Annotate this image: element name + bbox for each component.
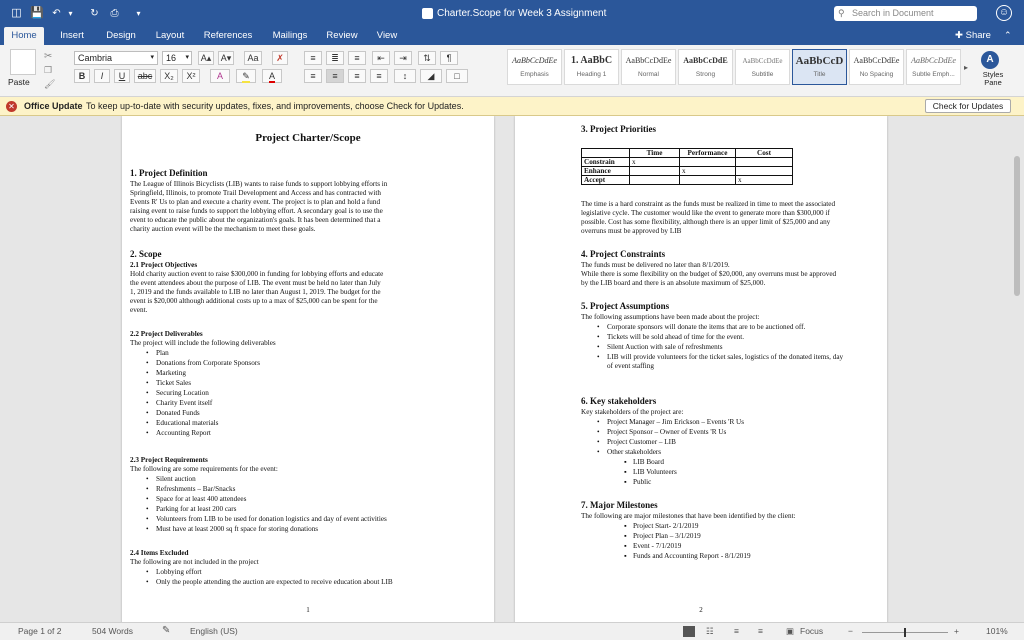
zoom-slider-thumb[interactable]	[904, 628, 906, 637]
text-line: Hold charity auction event to raise $300,000 in funding for lobbying efforts and educate	[130, 270, 384, 278]
text-line: 1, 2019 and the funds available to LIB no later than August 1, 2019. The budget for the	[130, 288, 381, 296]
table-cell: x	[680, 167, 736, 176]
zoom-out-icon[interactable]: −	[848, 626, 853, 636]
table-cell	[736, 158, 793, 167]
share-button[interactable]	[955, 30, 991, 41]
style-name: Strong	[695, 71, 716, 78]
bold-button[interactable]: B	[74, 69, 90, 83]
align-right-button[interactable]: ≡	[348, 69, 366, 83]
heading-project-constraints: 4. Project Constraints	[581, 249, 666, 259]
text-line: While there is some flexibility on the budget of $20,000, any overruns must be approved	[581, 270, 837, 278]
list-item: ▪ Event - 7/1/2019	[633, 542, 681, 551]
list-item: ▪ Project Plan – 3/1/2019	[633, 532, 701, 541]
style-preview: AaBbCcD	[795, 55, 844, 67]
heading-key-stakeholders: 6. Key stakeholders	[581, 396, 657, 406]
list-item: • Only the people attending the auction are expected to receive education about LIB	[156, 578, 393, 587]
list-item: • Volunteers from LIB to be used for donation logistics and day of event activities	[156, 515, 387, 524]
table-cell: Constrain	[582, 158, 630, 167]
style-name: Subtitle	[751, 71, 774, 78]
text-line: overruns must be approved by LIB	[581, 227, 682, 235]
style-name: Emphasis	[520, 71, 549, 78]
check-for-updates-button[interactable]: Check for Updates	[925, 99, 1011, 113]
document-area	[0, 116, 1024, 622]
word-doc-icon	[422, 8, 433, 19]
strikethrough-button[interactable]: abc	[134, 69, 156, 83]
style-name: Heading 1	[576, 71, 607, 78]
font-color-button[interactable]: A	[262, 69, 282, 83]
word-count[interactable]: 504 Words	[92, 626, 133, 636]
heading-scope: 2. Scope	[130, 249, 162, 259]
list-item: • Charity Event itself	[156, 399, 212, 408]
text-line: The time is a hard constraint as the funds must be realized in time to meet the associated	[581, 200, 836, 208]
page-2[interactable]	[515, 116, 887, 622]
text-line: Springfield, Illinois, to promote Trail Development and Access and has contracted with	[130, 189, 381, 197]
cut-icon[interactable]: ✂	[44, 51, 53, 62]
save-icon[interactable]: 💾	[30, 7, 44, 19]
style-preview: AaBbCcDdE	[683, 56, 728, 65]
proofing-icon[interactable]: ✎	[162, 625, 171, 636]
text-line: Events R' Us to plan and execute a charity event. The project is to plan and hold a fund	[130, 198, 381, 206]
list-item: ▪ LIB Board	[633, 458, 664, 467]
text-line: The following are major milestones that have been identified by the client:	[581, 512, 796, 520]
zoom-level[interactable]: 101%	[986, 626, 1008, 636]
list-item: • Must have at least 2000 sq ft space for storing donations	[156, 525, 318, 534]
table-cell: x	[736, 176, 793, 185]
sidebar-toggle-icon[interactable]: ◫	[11, 7, 22, 19]
text-line: the event attendees about the purpose of LIB. The event must be held no later than July	[130, 279, 381, 287]
style-name: Subtle Emph...	[912, 71, 955, 78]
notice-title: Office Update	[24, 101, 83, 111]
style-normal[interactable]	[621, 49, 676, 85]
numbering-button[interactable]: ≣	[326, 51, 344, 65]
style-heading-1[interactable]	[564, 49, 619, 85]
text-line: Key stakeholders of the project are:	[581, 408, 684, 416]
heading-major-milestones: 7. Major Milestones	[581, 500, 658, 510]
focus-icon[interactable]: ▣	[786, 626, 795, 636]
office-update-bar	[0, 97, 1024, 116]
justify-button[interactable]: ≡	[370, 69, 388, 83]
list-item: • Project Manager – Jim Erickson – Events 'R Us	[607, 418, 744, 427]
style-no-spacing[interactable]	[849, 49, 904, 85]
shrink-font-button[interactable]: A▾	[218, 51, 234, 65]
table-header: Performance	[680, 149, 736, 158]
font-size-value: 16	[166, 53, 177, 63]
text-line: The following are not included in the project	[130, 558, 259, 566]
document-title: Project Charter/Scope	[255, 132, 361, 144]
table-cell	[680, 176, 736, 185]
style-preview: AaBbCcDdEe	[625, 56, 672, 65]
style-strong[interactable]	[678, 49, 733, 85]
line-spacing-button[interactable]: ↕	[394, 69, 416, 83]
heading-project-definition: 1. Project Definition	[130, 168, 208, 178]
decrease-indent-button[interactable]: ⇤	[372, 51, 390, 65]
copy-icon[interactable]: ❐	[44, 65, 53, 75]
list-item: ▪ Funds and Accounting Report - 8/1/2019	[633, 552, 751, 561]
table-row	[582, 149, 793, 158]
style-name: No Spacing	[859, 71, 894, 78]
sort-button[interactable]: ⇅	[418, 51, 436, 65]
redo-icon[interactable]: ↻	[90, 8, 99, 19]
list-item: • Accounting Report	[156, 429, 211, 438]
list-item: • Silent Auction with sale of refreshments	[607, 343, 723, 352]
outline-view-icon[interactable]: ≡	[734, 626, 739, 636]
table-header: Time	[630, 149, 680, 158]
collapse-ribbon-icon[interactable]: ⌃	[1004, 30, 1012, 40]
list-item: • Plan	[156, 349, 169, 358]
list-item: • Tickets will be sold ahead of time for the event.	[607, 333, 744, 342]
tab-view[interactable]: View	[376, 30, 398, 41]
page-1[interactable]	[122, 116, 494, 622]
bullets-button[interactable]: ≡	[304, 51, 322, 65]
font-name-select[interactable]: Cambria ▾	[74, 51, 158, 65]
superscript-button[interactable]: X²	[182, 69, 200, 83]
list-item: • Corporate sponsors will donate the items that are to be auctioned off.	[607, 323, 805, 332]
table-cell	[630, 176, 680, 185]
font-name-value: Cambria	[78, 53, 113, 63]
list-item: • Other stakeholders	[607, 448, 661, 457]
table-cell: x	[630, 158, 680, 167]
style-preview: AaBbCcDdEe	[512, 56, 557, 65]
multilevel-list-button[interactable]: ≡	[348, 51, 366, 65]
font-size-select[interactable]: 16 ▾	[162, 51, 192, 65]
text-line: The funds must be delivered no later than 8/1/2019.	[581, 261, 730, 269]
list-item: • Lobbying effort	[156, 568, 202, 577]
list-item: • LIB will provide volunteers for the ticket sales, logistics of the donated items, day	[607, 353, 843, 362]
print-layout-icon[interactable]	[683, 626, 695, 637]
undo-dropdown-icon[interactable]: ▾	[68, 9, 73, 18]
title-bar	[0, 0, 1024, 27]
focus-label[interactable]: Focus	[800, 626, 824, 636]
search-placeholder: Search in Document	[852, 8, 934, 18]
style-name: Normal	[638, 71, 659, 78]
heading-project-priorities: 3. Project Priorities	[581, 124, 657, 134]
page-count[interactable]: Page 1 of 2	[18, 626, 62, 636]
text-line: The following assumptions have been made about the project:	[581, 313, 760, 321]
list-item: • Ticket Sales	[156, 379, 191, 388]
style-preview: AaBbCcDdEe	[911, 56, 956, 65]
style-preview: AaBbCcDdEe	[742, 57, 783, 65]
heading-project-assumptions: 5. Project Assumptions	[581, 301, 670, 311]
change-case-button[interactable]: Aa	[244, 51, 262, 65]
text-line: legislative cycle. The customer would like the event to generate more than $300,000 if	[581, 209, 830, 217]
text-line: of event staffing	[607, 362, 654, 370]
list-item: • Refreshments – Bar/Snacks	[156, 485, 235, 494]
list-item: • Marketing	[156, 369, 186, 378]
subheading-excluded: 2.4 Items Excluded	[130, 549, 189, 557]
tab-references[interactable]: References	[203, 30, 253, 41]
clear-formatting-icon[interactable]: ✗	[272, 51, 288, 65]
styles-pane-icon[interactable]: A	[981, 51, 999, 69]
close-notice-icon[interactable]: ✕	[6, 101, 17, 112]
tab-insert[interactable]: Insert	[60, 30, 84, 41]
shading-button[interactable]: ◢	[420, 69, 442, 83]
language[interactable]: English (US)	[190, 626, 238, 636]
tab-home[interactable]: Home	[4, 27, 44, 45]
list-item: ▪ LIB Volunteers	[633, 468, 677, 477]
page-number: 2	[699, 606, 703, 614]
style-subtitle[interactable]	[735, 49, 790, 85]
table-cell: Accept	[582, 176, 630, 185]
list-item: • Donated Funds	[156, 409, 200, 418]
styles-pane-label[interactable]: Styles Pane	[982, 70, 1004, 87]
draft-view-icon[interactable]: ≡	[758, 626, 763, 636]
status-bar	[0, 622, 1024, 640]
web-layout-icon[interactable]: ☷	[706, 626, 714, 636]
subheading-requirements: 2.3 Project Requirements	[130, 456, 208, 464]
page-number: 1	[306, 606, 310, 614]
text-line: possible. Cost has some flexibility, although there is an upper limit of $25,000 and any	[581, 218, 831, 226]
window-title: Charter.Scope for Week 3 Assignment	[437, 8, 607, 19]
text-line: event is $20,000 although additional costs up to a max of $25,000 can be spent for the	[130, 297, 378, 305]
tab-mailings[interactable]: Mailings	[272, 30, 308, 41]
zoom-in-icon[interactable]: +	[954, 626, 959, 636]
customize-toolbar-icon[interactable]: ▾	[136, 9, 141, 18]
table-cell	[630, 167, 680, 176]
tab-layout[interactable]: Layout	[155, 30, 185, 41]
align-left-button[interactable]: ≡	[304, 69, 322, 83]
text-line: by the LIB board and there is an absolute maximum of $25,000.	[581, 279, 766, 287]
text-line: charity auction event will be the mechanism to meet these goals.	[130, 225, 316, 233]
table-cell	[680, 158, 736, 167]
text-line: event to educate the public about the organization's goals. It has been determined that a	[130, 216, 381, 224]
tab-design[interactable]: Design	[106, 30, 136, 41]
table-header: Cost	[736, 149, 793, 158]
table-row	[582, 158, 793, 167]
style-subtle-emphasis[interactable]	[906, 49, 961, 85]
text-effects-button[interactable]: A	[210, 69, 230, 83]
table-row	[582, 167, 793, 176]
undo-icon[interactable]: ↶	[52, 8, 61, 19]
highlight-color-button[interactable]: ✎	[236, 69, 256, 83]
smiley-feedback-icon[interactable]: ☺	[996, 5, 1012, 21]
notice-message: To keep up-to-date with security updates, fixes, and improvements, choose Check for Updates.	[86, 101, 464, 111]
ribbon	[0, 45, 1024, 97]
table-row	[582, 176, 793, 185]
table-cell: Enhance	[582, 167, 630, 176]
tab-review[interactable]: Review	[326, 30, 358, 41]
list-item: • Donations from Corporate Sponsors	[156, 359, 260, 368]
subheading-deliverables: 2.2 Project Deliverables	[130, 330, 203, 338]
vertical-scrollbar[interactable]	[1014, 156, 1020, 296]
text-line: The following are some requirements for the event:	[130, 465, 278, 473]
show-formatting-button[interactable]: ¶	[440, 51, 458, 65]
grow-font-button[interactable]: A▴	[198, 51, 214, 65]
borders-button[interactable]: □	[446, 69, 468, 83]
text-line: The project will include the following deliverables	[130, 339, 276, 347]
styles-more-icon[interactable]: ▸	[964, 63, 969, 72]
subscript-button[interactable]: X₂	[160, 69, 178, 83]
search-icon: ⚲	[838, 8, 845, 18]
increase-indent-button[interactable]: ⇥	[394, 51, 412, 65]
priorities-table	[581, 148, 793, 185]
list-item: • Silent auction	[156, 475, 196, 484]
format-painter-icon[interactable]: 🖌	[44, 79, 56, 89]
style-preview: 1. AaBbC	[570, 55, 613, 66]
list-item: • Educational materials	[156, 419, 218, 428]
list-item: • Parking for at least 200 cars	[156, 505, 236, 514]
list-item: • Project Customer – LIB	[607, 438, 676, 447]
style-emphasis[interactable]	[507, 49, 562, 85]
search-box[interactable]	[834, 6, 977, 21]
style-name: Title	[813, 71, 826, 78]
text-line: The League of Illinois Bicyclists (LIB) wants to raise funds to support lobbying efforts in	[130, 180, 388, 188]
text-line: event.	[130, 306, 148, 314]
underline-button[interactable]: U	[114, 69, 130, 83]
share-label: Share	[965, 30, 991, 41]
style-preview: AaBbCcDdEe	[853, 56, 900, 65]
text-line: raising event to raise funds to support the lobbying effort. A secondary goal is to use the	[130, 207, 383, 215]
list-item: ▪ Project Start- 2/1/2019	[633, 522, 698, 531]
paste-icon[interactable]	[10, 49, 36, 75]
list-item: • Project Sponsor – Owner of Events 'R Us	[607, 428, 726, 437]
paste-label: Paste	[8, 77, 30, 87]
table-cell	[736, 167, 793, 176]
share-icon: ✚	[955, 30, 966, 41]
align-center-button[interactable]: ≡	[326, 69, 344, 83]
list-item: ▪ Public	[633, 478, 651, 487]
italic-button[interactable]: I	[94, 69, 110, 83]
list-item: • Securing Location	[156, 389, 209, 398]
table-cell	[582, 149, 630, 158]
subheading-objectives: 2.1 Project Objectives	[130, 261, 198, 269]
list-item: • Space for at least 400 attendees	[156, 495, 246, 504]
ribbon-tabs	[0, 27, 1024, 45]
style-title[interactable]	[792, 49, 847, 85]
print-icon[interactable]: ⎙	[110, 8, 119, 19]
